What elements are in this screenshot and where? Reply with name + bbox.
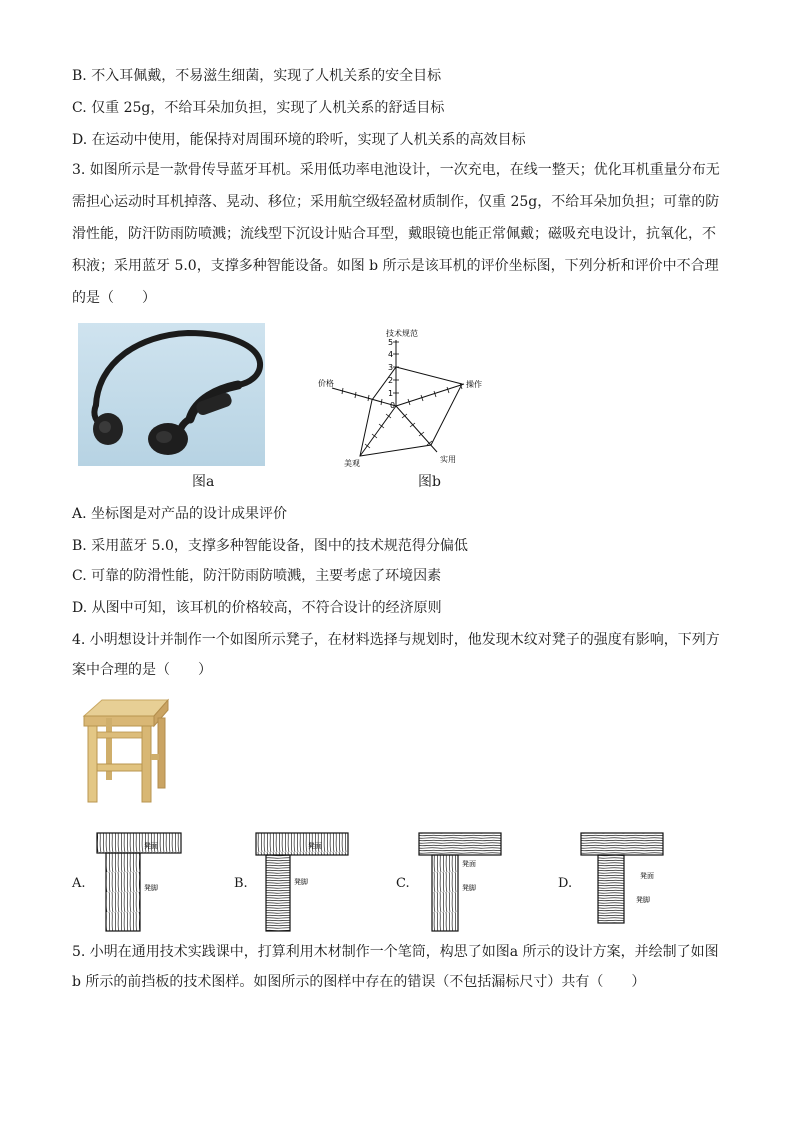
radar-axis-label: 美观 <box>344 459 360 468</box>
q3-stem-line-3: 滑性能，防汗防雨防喷溅；流线型下沉设计贴合耳型，戴眼镜也能正常佩戴；磁吸充电设计，抗氧化，不 <box>72 226 716 242</box>
radar-tick: 1 <box>388 389 394 398</box>
figure-a-label: 图a <box>192 474 215 490</box>
q2-option-d: D. 在运动中使用，能保持对周围环境的聆听，实现了人机关系的高效目标 <box>72 132 526 148</box>
q3-option-b: B. 采用蓝牙 5.0，支撑多种智能设备，图中的技术规范得分偏低 <box>72 538 468 554</box>
radar-tick: 2 <box>388 376 394 385</box>
seat-label: 凳面 <box>308 842 322 850</box>
radar-tick: 0 <box>390 401 396 410</box>
seat-label: 凳面 <box>640 872 654 880</box>
q3-option-d: D. 从图中可知，该耳机的价格较高，不符合设计的经济原则 <box>72 600 442 616</box>
radar-axis-label: 实用 <box>440 455 456 464</box>
stool-picture <box>74 694 172 806</box>
choice-c-letter[interactable]: C. <box>396 876 410 891</box>
q4-stem-line-1: 4. 小明想设计并制作一个如图所示凳子，在材料选择与规划时，他发现木纹对凳子的强度有影响，下列方 <box>72 632 720 648</box>
q3-option-a: A. 坐标图是对产品的设计成果评价 <box>72 506 288 522</box>
leg-label: 凳脚 <box>294 878 308 886</box>
q2-option-c: C. 仅重 25g，不给耳朵加负担，实现了人机关系的舒适目标 <box>72 100 445 116</box>
q4-choices <box>72 832 712 932</box>
q3-option-c: C. 可靠的防滑性能，防汗防雨防喷溅，主要考虑了环境因素 <box>72 568 442 584</box>
q3-stem-line-5: 的是（ ） <box>72 290 156 306</box>
radar-axis-label: 价格 <box>318 379 334 388</box>
radar-tick: 4 <box>388 350 394 359</box>
seat-label: 凳面 <box>462 860 476 868</box>
figure-b-label: 图b <box>418 474 441 490</box>
seat-label: 凳面 <box>144 842 158 850</box>
radar-axis-label: 操作 <box>466 380 482 389</box>
choice-a-letter[interactable]: A. <box>72 876 86 891</box>
choice-b-diagram[interactable] <box>254 832 354 932</box>
headphone-photo <box>78 323 265 466</box>
radar-tick: 5 <box>388 338 394 347</box>
q3-stem-line-2: 需担心运动时耳机掉落、晃动、移位；采用航空级轻盈材质制作，仅重 25g，不给耳朵加负担；可靠的防 <box>72 194 720 210</box>
choice-a-diagram[interactable] <box>96 832 196 932</box>
choice-d-diagram[interactable] <box>580 832 680 932</box>
choice-d-letter[interactable]: D. <box>558 876 573 891</box>
choice-b-letter[interactable]: B. <box>234 876 248 891</box>
q5-stem-line-1: 5. 小明在通用技术实践课中，打算利用木材制作一个笔筒，构思了如图a 所示的设计方案，并绘制了如图 <box>72 944 719 960</box>
leg-label: 凳脚 <box>462 884 476 892</box>
radar-chart <box>316 326 500 470</box>
radar-axis-label: 技术规范 <box>386 329 418 338</box>
leg-label: 凳脚 <box>636 896 650 904</box>
q3-stem-line-1: 3. 如图所示是一款骨传导蓝牙耳机。采用低功率电池设计，一次充电，在线一整天；优化耳机重量分布无 <box>72 162 720 178</box>
q4-stem-line-2: 案中合理的是（ ） <box>72 662 212 678</box>
q2-option-b: B. 不入耳佩戴，不易滋生细菌，实现了人机关系的安全目标 <box>72 68 442 84</box>
leg-label: 凳脚 <box>144 884 158 892</box>
radar-tick: 3 <box>388 363 394 372</box>
q3-stem-line-4: 积液；采用蓝牙 5.0，支撑多种智能设备。如图 b 所示是该耳机的评价坐标图，下列分析和评价中不合理 <box>72 258 719 274</box>
q5-stem-line-2: b 所示的前挡板的技术图样。如图所示的图样中存在的错误（不包括漏标尺寸）共有（ ） <box>72 974 646 990</box>
choice-c-diagram[interactable] <box>418 832 518 932</box>
